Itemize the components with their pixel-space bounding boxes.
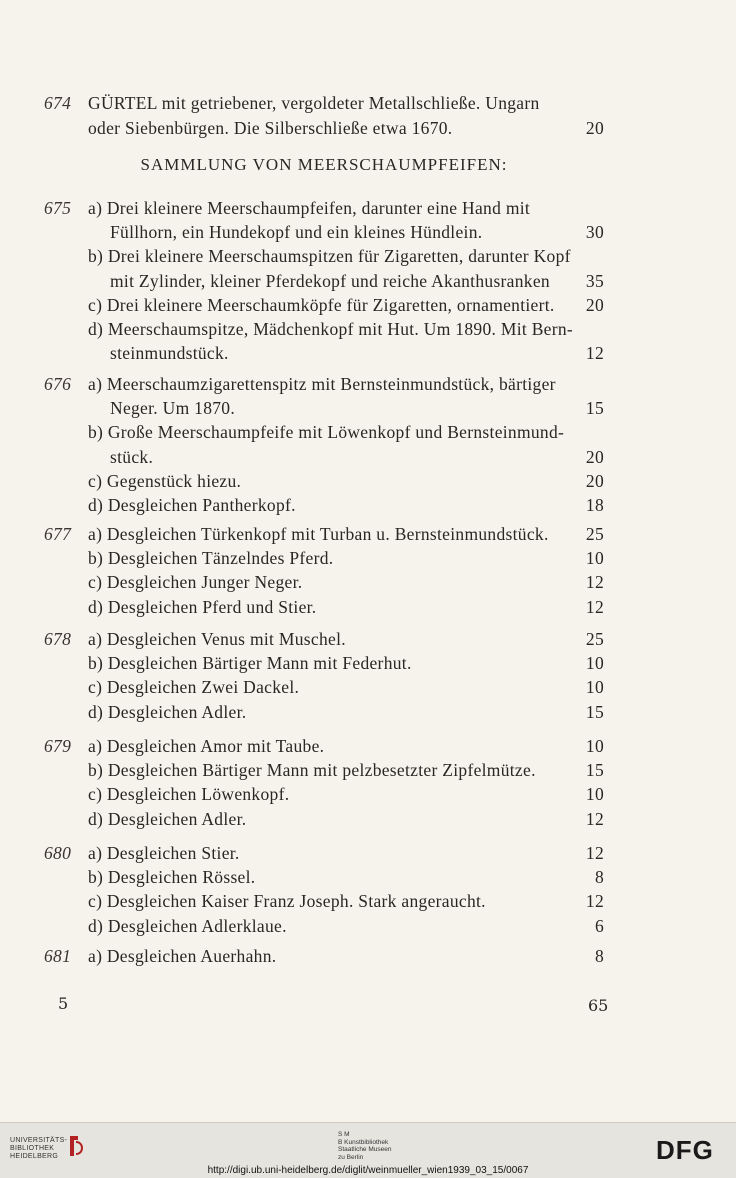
lot-line: b) Desgleichen Bärtiger Mann mit pelzbesetzter Zipfelmütze. (88, 760, 536, 781)
lot-price: 35 (585, 270, 604, 291)
lot-line: d) Desgleichen Adler. (88, 701, 247, 722)
signature-mark: 5 (58, 994, 69, 1013)
lot-number: 677 (44, 524, 72, 544)
stamp-line: B Kunstbibliothek (338, 1138, 389, 1146)
lot-line: GÜRTEL mit getriebener, vergoldeter Metallschließe. Ungarn (88, 93, 540, 113)
lot-line: b) Desgleichen Rössel. (88, 867, 256, 888)
lot-price: 15 (585, 760, 604, 781)
lot-line: c) Drei kleinere Meerschaumköpfe für Zigaretten, ornamentiert. (88, 294, 555, 315)
lot-number: 681 (44, 946, 72, 966)
lot-number: 679 (44, 736, 72, 756)
lot-price: 12 (585, 843, 604, 863)
digitization-footer (0, 1122, 736, 1178)
lot-line: a) Desgleichen Amor mit Taube. (88, 736, 325, 756)
lot-line: oder Siebenbürgen. Die Silberschließe etwa 1670. (88, 118, 453, 138)
lot-line: c) Desgleichen Kaiser Franz Joseph. Stark angeraucht. (88, 891, 486, 912)
lot-line: d) Desgleichen Adlerklaue. (88, 915, 287, 936)
lot-line: Füllhorn, ein Hundekopf und ein kleines Hündlein. (110, 222, 483, 243)
lot-number: 676 (44, 374, 72, 394)
lot-line: d) Desgleichen Pferd und Stier. (88, 596, 317, 617)
lot-number: 678 (44, 629, 72, 649)
library-line: UNIVERSITÄTS- (10, 1137, 68, 1144)
lot-price: 25 (585, 629, 604, 649)
lot-line: a) Desgleichen Venus mit Muschel. (88, 629, 346, 649)
lot-line: Neger. Um 1870. (110, 398, 236, 419)
stamp-line: S M (338, 1131, 350, 1138)
lot-line: a) Meerschaumzigarettenspitz mit Bernsteinmundstück, bärtiger (88, 374, 556, 394)
lot-line: a) Desgleichen Auerhahn. (88, 946, 277, 966)
lot-line: d) Meerschaumspitze, Mädchenkopf mit Hut. Um 1890. Mit Bern- (88, 319, 574, 339)
lot-line: a) Drei kleinere Meerschaumpfeifen, darunter eine Hand mit (88, 198, 531, 218)
stamp-line: zu Berlin (338, 1153, 364, 1161)
stamp-line: Staatliche Museen (338, 1146, 392, 1153)
lot-line: c) Gegenstück hiezu. (88, 470, 242, 491)
lot-price: 15 (585, 701, 604, 722)
lot-price: 20 (585, 118, 604, 138)
lot-price: 12 (585, 572, 604, 593)
lot-line: d) Desgleichen Adler. (88, 808, 247, 829)
lot-number: 675 (44, 198, 72, 218)
lot-price: 10 (585, 548, 604, 569)
catalog-text (44, 0, 604, 1020)
lot-price: 12 (585, 891, 604, 912)
lot-number: 680 (44, 843, 72, 863)
lot-line: a) Desgleichen Türkenkopf mit Turban u. Bernsteinmundstück. (88, 524, 549, 544)
lot-price: 6 (594, 915, 604, 936)
lot-price: 12 (585, 808, 604, 829)
library-line: HEIDELBERG (10, 1153, 59, 1160)
page-number: 65 (588, 996, 609, 1015)
lot-line: d) Desgleichen Pantherkopf. (88, 495, 296, 515)
section-heading: SAMMLUNG VON MEERSCHAUMPFEIFEN: (140, 155, 508, 174)
lot-line: a) Desgleichen Stier. (88, 843, 240, 863)
lot-line: steinmundstück. (110, 343, 229, 364)
lot-price: 20 (585, 470, 604, 491)
lot-price: 18 (585, 495, 604, 515)
source-url[interactable]: http://digi.ub.uni-heidelberg.de/diglit/weinmueller_wien1939_03_15/0067 (207, 1165, 529, 1176)
lot-price: 10 (585, 736, 604, 756)
lot-price: 30 (585, 222, 604, 243)
lot-price: 10 (585, 677, 604, 698)
library-name (10, 1137, 67, 1161)
lot-line: c) Desgleichen Löwenkopf. (88, 784, 290, 805)
lot-price: 15 (585, 398, 604, 419)
lot-price: 10 (585, 653, 604, 674)
lot-line: c) Desgleichen Junger Neger. (88, 572, 303, 593)
lot-line: b) Desgleichen Tänzelndes Pferd. (88, 548, 334, 569)
library-logo-icon (66, 1134, 88, 1160)
lot-price: 20 (585, 446, 604, 467)
lot-line: c) Desgleichen Zwei Dackel. (88, 677, 300, 698)
lot-price: 10 (585, 784, 604, 805)
lot-line: b) Desgleichen Bärtiger Mann mit Federhut. (88, 653, 412, 674)
dfg-logo: DFG (656, 1135, 714, 1165)
lot-line: b) Drei kleinere Meerschaumspitzen für Zigaretten, darunter Kopf (88, 246, 571, 267)
lot-line: stück. (110, 446, 154, 467)
lot-price: 12 (585, 343, 604, 364)
lot-price: 8 (594, 867, 604, 888)
museum-stamp (338, 1131, 391, 1161)
library-line: BIBLIOTHEK (10, 1145, 55, 1152)
lot-price: 12 (585, 596, 604, 617)
lot-price: 20 (585, 294, 604, 315)
lot-number: 674 (44, 93, 72, 113)
lot-price: 25 (585, 524, 604, 544)
lot-price: 8 (594, 946, 604, 966)
lot-line: b) Große Meerschaumpfeife mit Löwenkopf und Bernsteinmund- (88, 422, 565, 443)
lot-line: mit Zylinder, kleiner Pferdekopf und reiche Akanthusranken (110, 270, 550, 291)
